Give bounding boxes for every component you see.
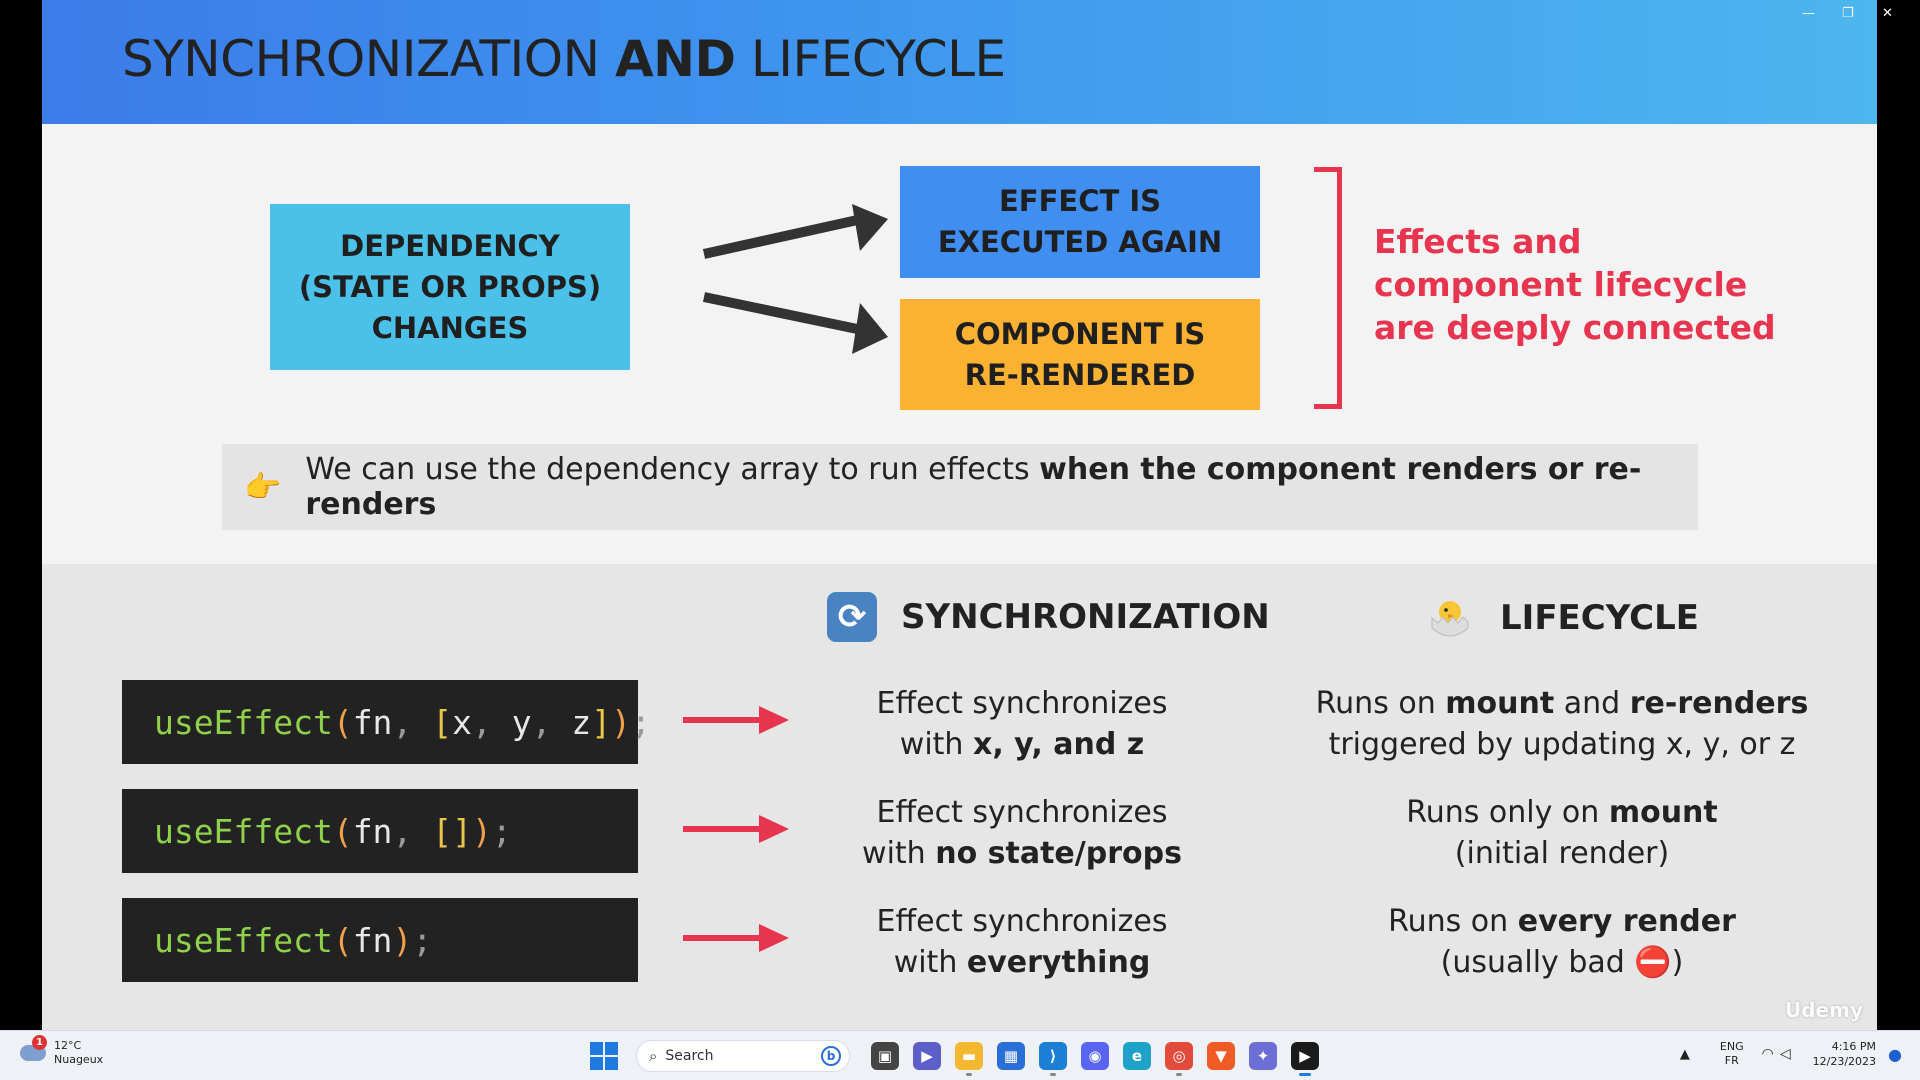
udemy-watermark: Udemy — [1785, 998, 1863, 1022]
cloud-icon — [20, 1037, 46, 1061]
code-use-effect-empty-deps: useEffect ( fn , [ ] ) ; — [122, 789, 638, 873]
diagram-arrows — [652, 199, 922, 369]
notifications-icon[interactable]: ● — [1888, 1044, 1902, 1064]
component-rerendered-box: COMPONENT IS RE-RENDERED — [900, 299, 1260, 410]
sync-icon: ⟳ — [827, 592, 877, 642]
arrow-to-effect-head — [852, 204, 888, 251]
slide-title: SYNCHRONIZATION AND LIFECYCLE — [122, 30, 1006, 88]
bracket — [1314, 167, 1342, 409]
start-button[interactable] — [590, 1042, 618, 1070]
search-placeholder: Search — [665, 1048, 714, 1064]
lifecycle-column-header: LIFECYCLE — [1424, 592, 1699, 644]
lifecycle-desc-deps: Runs on mount and re-renders triggered by updating x, y, or z — [1315, 686, 1809, 762]
code-use-effect-deps-xyz: useEffect ( fn , [ x , y , z ] ) ; — [122, 680, 638, 764]
store-icon[interactable]: ▦ — [997, 1042, 1025, 1070]
weather-widget[interactable] — [20, 1039, 103, 1067]
arrow-to-effect — [704, 219, 862, 254]
slide — [42, 0, 1893, 1030]
sync-desc-empty: Effect synchronizes with no state/props — [862, 795, 1182, 871]
wifi-icon[interactable]: ◠ — [1761, 1046, 1774, 1062]
file-explorer-icon[interactable]: ▬ — [955, 1042, 983, 1070]
system-tray — [1680, 1039, 1902, 1069]
bing-icon[interactable]: b — [821, 1046, 841, 1066]
arrow-to-render-head — [852, 303, 888, 354]
chrome-icon[interactable]: ◎ — [1165, 1042, 1193, 1070]
code-use-effect-no-deps: useEffect ( fn ) ; — [122, 898, 638, 982]
vscode-icon[interactable]: ⟩ — [1039, 1042, 1067, 1070]
minimize-button[interactable]: — — [1802, 6, 1815, 21]
temperature: 12°C — [54, 1039, 82, 1052]
pointing-hand-icon: 👉 — [244, 469, 282, 505]
diagram-section — [42, 124, 1877, 564]
clock[interactable]: 4:16 PM 12/23/2023 — [1812, 1040, 1877, 1068]
language-indicator[interactable]: ENG FR — [1719, 1040, 1744, 1067]
task-view-icon[interactable]: ▣ — [871, 1042, 899, 1070]
connected-note: Effects and component lifecycle are deeply connected — [1374, 222, 1776, 347]
teams-icon[interactable]: ▶ — [913, 1042, 941, 1070]
taskbar-search[interactable] — [636, 1040, 850, 1072]
search-icon: ⌕ — [649, 1047, 658, 1065]
sync-column-header: ⟳ SYNCHRONIZATION — [827, 592, 1270, 642]
lifecycle-desc-empty: Runs only on mount (initial render) — [1406, 795, 1718, 871]
chevron-up-icon[interactable]: ▲ — [1679, 1046, 1690, 1062]
copilot-icon[interactable]: ✦ — [1249, 1042, 1277, 1070]
comparison-section — [42, 564, 1877, 1030]
sync-desc-deps: Effect synchronizes with x, y, and z — [876, 686, 1168, 762]
arrow-to-render — [704, 297, 862, 330]
red-arrow-icon — [677, 809, 797, 849]
weather-desc: Nuageux — [54, 1053, 104, 1066]
volume-icon[interactable]: ◁ — [1779, 1046, 1791, 1062]
edge-icon[interactable]: e — [1123, 1042, 1151, 1070]
taskbar-apps — [590, 1040, 1326, 1072]
slide-header — [42, 0, 1877, 124]
discord-icon[interactable]: ◉ — [1081, 1042, 1109, 1070]
hint-banner — [222, 444, 1698, 530]
effect-executed-box: EFFECT IS EXECUTED AGAIN — [900, 166, 1260, 278]
notification-badge: 1 — [32, 1035, 47, 1050]
media-player-icon[interactable]: ▶ — [1291, 1042, 1319, 1070]
red-arrow-icon — [677, 700, 797, 740]
taskbar — [0, 1030, 1920, 1080]
close-button[interactable]: ✕ — [1882, 6, 1893, 21]
restore-button[interactable]: ❐ — [1842, 6, 1854, 21]
sync-desc-none: Effect synchronizes with everything — [876, 904, 1168, 980]
brave-icon[interactable]: ▼ — [1207, 1042, 1235, 1070]
hint-text: We can use the dependency array to run effects when the component renders or re-renders — [305, 452, 1642, 522]
dependency-box: DEPENDENCY (STATE OR PROPS) CHANGES — [270, 204, 630, 370]
red-arrow-icon — [677, 918, 797, 958]
hatching-chick-icon — [1424, 592, 1476, 644]
lifecycle-desc-none: Runs on every render (usually bad ⛔) — [1388, 904, 1736, 980]
